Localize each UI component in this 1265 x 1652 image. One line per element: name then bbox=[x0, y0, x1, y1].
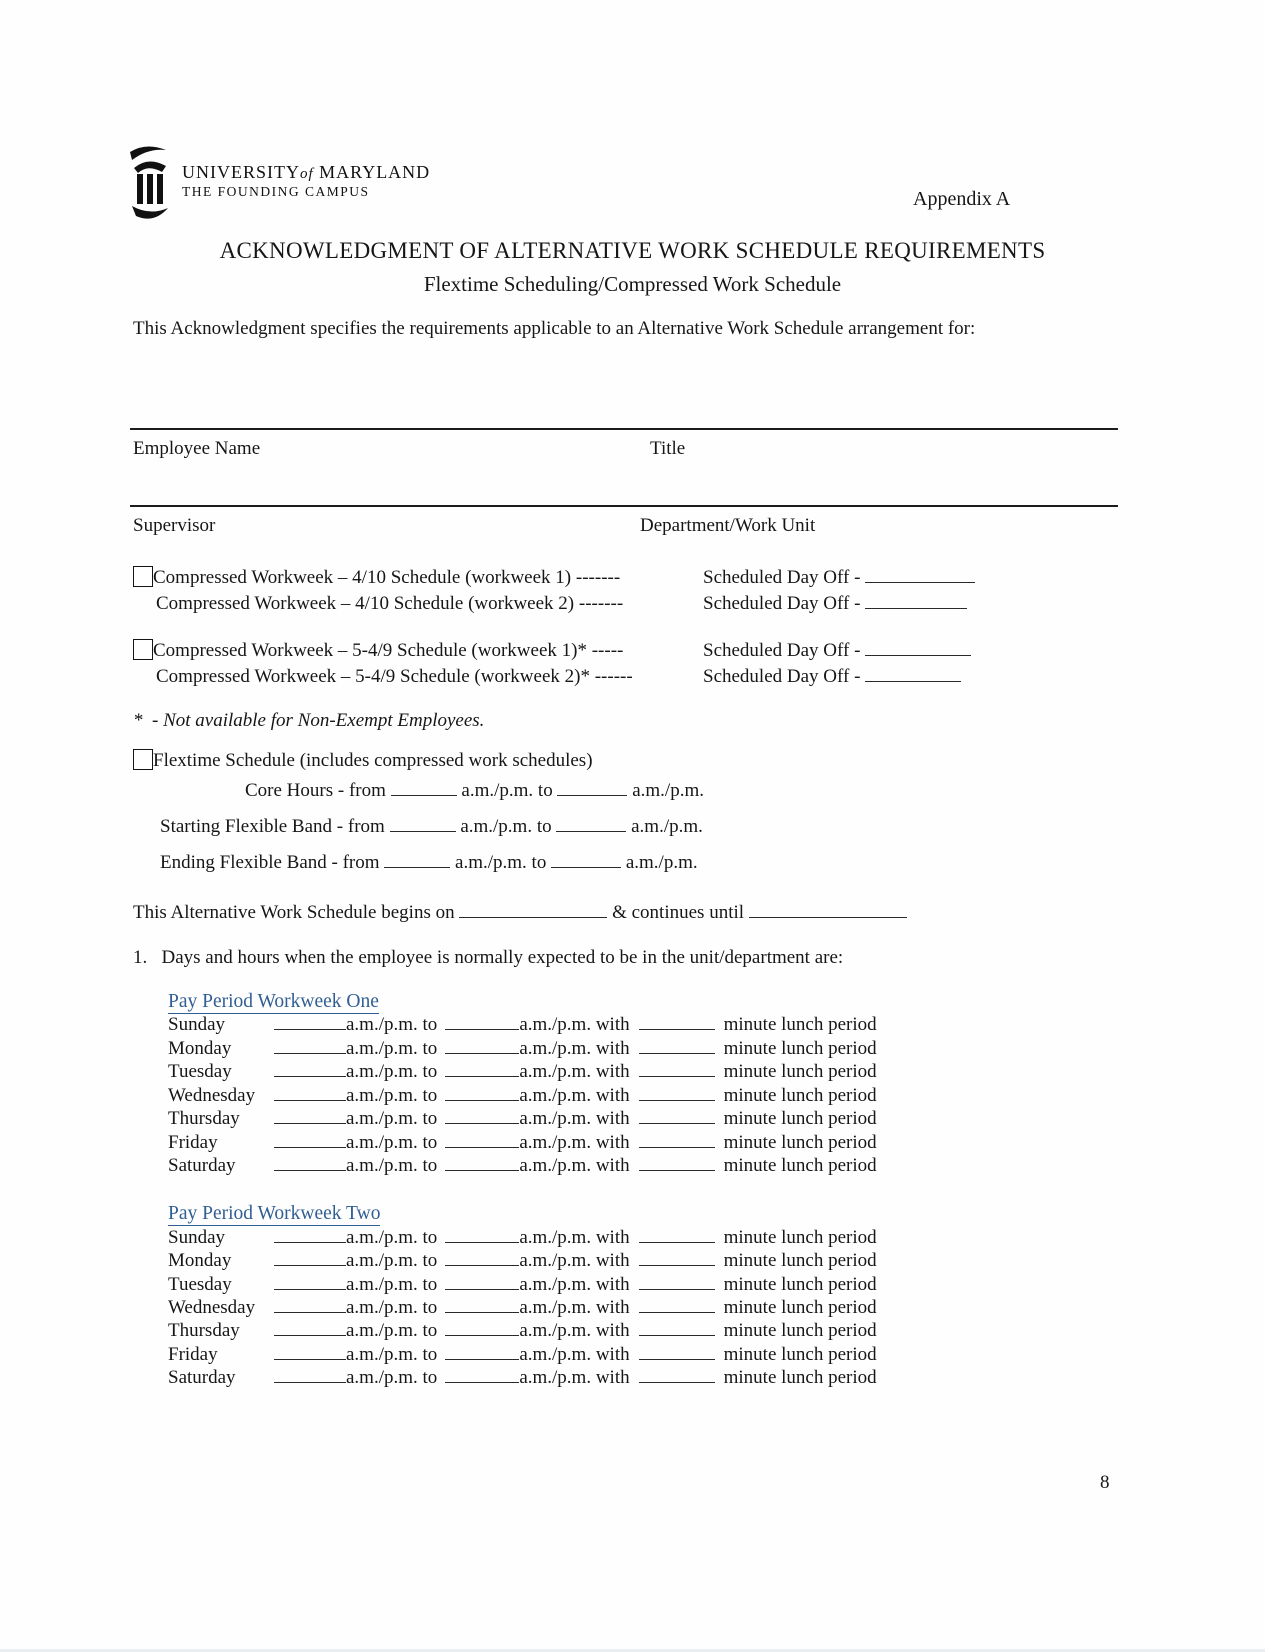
workweek-one-heading-wrap bbox=[168, 990, 379, 1014]
item-1-number: 1. bbox=[133, 947, 148, 968]
ampm-to-text: a.m./p.m. to bbox=[346, 1250, 438, 1271]
option-label: Compressed Workweek – 4/10 Schedule (workweek 2) ------- bbox=[156, 593, 624, 614]
workweek-two-heading: Pay Period Workweek Two bbox=[168, 1203, 381, 1224]
ampm-to-text: a.m./p.m. to bbox=[346, 1227, 438, 1248]
core-hours-label: Core Hours - from bbox=[245, 780, 386, 801]
time-from-blank[interactable] bbox=[274, 1085, 346, 1101]
day-label: Friday bbox=[168, 1132, 218, 1153]
day-label: Saturday bbox=[168, 1155, 236, 1176]
option-label: Compressed Workweek – 5-4/9 Schedule (workweek 2)* ------ bbox=[156, 666, 633, 687]
logo-line-1: UNIVERSITYof MARYLAND bbox=[182, 162, 431, 182]
schedule-day-row bbox=[168, 1250, 877, 1274]
schedule-day-row bbox=[168, 1085, 877, 1109]
day-label: Sunday bbox=[168, 1227, 225, 1248]
time-from-blank[interactable] bbox=[274, 1367, 346, 1383]
scheduled-day-off-blank[interactable] bbox=[865, 593, 967, 609]
lunch-blank[interactable] bbox=[639, 1155, 715, 1171]
footnote bbox=[133, 708, 484, 734]
day-label: Thursday bbox=[168, 1108, 240, 1129]
scheduled-day-off-blank[interactable] bbox=[865, 666, 961, 682]
ampm-to-text: a.m./p.m. to bbox=[346, 1108, 438, 1129]
document-title: ACKNOWLEDGMENT OF ALTERNATIVE WORK SCHEDULE REQUIREMENTS bbox=[219, 238, 1046, 263]
ampm-to-text: a.m./p.m. to bbox=[346, 1014, 438, 1035]
day-label: Tuesday bbox=[168, 1061, 232, 1082]
option-label: Compressed Workweek – 5-4/9 Schedule (workweek 1)* ----- bbox=[153, 640, 624, 661]
time-from-blank[interactable] bbox=[274, 1108, 346, 1124]
document-subtitle: Flextime Scheduling/Compressed Work Schedule bbox=[423, 272, 842, 296]
ampm-with-text: a.m./p.m. with bbox=[519, 1344, 630, 1365]
start-from-blank[interactable] bbox=[390, 816, 456, 832]
time-from-blank[interactable] bbox=[274, 1344, 346, 1360]
ampm-to-text: a.m./p.m. to bbox=[346, 1132, 438, 1153]
ampm-with-text: a.m./p.m. with bbox=[519, 1108, 630, 1129]
flextime-row bbox=[133, 748, 593, 774]
scheduled-day-off-label: Scheduled Day Off - bbox=[703, 593, 861, 614]
day-label: Sunday bbox=[168, 1014, 225, 1035]
ampm-with-text: a.m./p.m. with bbox=[519, 1227, 630, 1248]
employee-name-label: Employee Name bbox=[133, 438, 261, 459]
lunch-blank[interactable] bbox=[639, 1250, 715, 1266]
university-logo-text bbox=[182, 142, 430, 200]
scheduled-day-off-blank[interactable] bbox=[865, 567, 975, 583]
option-row-3 bbox=[133, 638, 1133, 664]
ampm-with-text: a.m./p.m. with bbox=[519, 1250, 630, 1271]
ampm-to-text: a.m./p.m. to bbox=[455, 852, 547, 873]
option-label: Compressed Workweek – 4/10 Schedule (workweek 1) ------- bbox=[153, 567, 621, 588]
continues-text: & continues until bbox=[612, 902, 745, 923]
lunch-blank[interactable] bbox=[639, 1061, 715, 1077]
schedule-day-row bbox=[168, 1061, 877, 1085]
schedule-day-row bbox=[168, 1274, 877, 1298]
scheduled-day-off-label: Scheduled Day Off - bbox=[703, 666, 861, 687]
time-to-blank[interactable] bbox=[445, 1038, 519, 1054]
time-from-blank[interactable] bbox=[274, 1297, 346, 1313]
scheduled-day-off-blank[interactable] bbox=[865, 640, 971, 656]
lunch-blank[interactable] bbox=[639, 1320, 715, 1336]
ampm-with-text: a.m./p.m. with bbox=[519, 1320, 630, 1341]
start-to-blank[interactable] bbox=[556, 816, 626, 832]
scheduled-day-off-label: Scheduled Day Off - bbox=[703, 567, 861, 588]
core-to-blank[interactable] bbox=[557, 780, 627, 796]
ampm-text: a.m./p.m. bbox=[632, 780, 704, 801]
time-to-blank[interactable] bbox=[445, 1014, 519, 1030]
core-from-blank[interactable] bbox=[391, 780, 457, 796]
starting-band-row bbox=[160, 814, 703, 840]
schedule-day-row bbox=[168, 1227, 877, 1251]
ampm-to-text: a.m./p.m. to bbox=[346, 1274, 438, 1295]
time-to-blank[interactable] bbox=[445, 1367, 519, 1383]
lunch-period-text: minute lunch period bbox=[723, 1155, 877, 1176]
ampm-with-text: a.m./p.m. with bbox=[519, 1367, 630, 1388]
time-from-blank[interactable] bbox=[274, 1014, 346, 1030]
ending-band-label: Ending Flexible Band - from bbox=[160, 852, 380, 873]
lunch-period-text: minute lunch period bbox=[723, 1297, 877, 1318]
flextime-checkbox[interactable] bbox=[133, 749, 153, 770]
logo-line-2: THE FOUNDING CAMPUS bbox=[182, 184, 370, 199]
time-from-blank[interactable] bbox=[274, 1250, 346, 1266]
schedule-day-row bbox=[168, 1155, 877, 1179]
time-from-blank[interactable] bbox=[274, 1320, 346, 1336]
ampm-to-text: a.m./p.m. to bbox=[346, 1320, 438, 1341]
time-from-blank[interactable] bbox=[274, 1227, 346, 1243]
ampm-to-text: a.m./p.m. to bbox=[346, 1344, 438, 1365]
ampm-with-text: a.m./p.m. with bbox=[519, 1038, 630, 1059]
lunch-period-text: minute lunch period bbox=[723, 1061, 877, 1082]
ampm-with-text: a.m./p.m. with bbox=[519, 1132, 630, 1153]
time-to-blank[interactable] bbox=[445, 1061, 519, 1077]
schedule-day-row bbox=[168, 1367, 877, 1391]
intro-paragraph: This Acknowledgment specifies the requirements applicable to an Alternative Work Schedule arrangement for: bbox=[133, 318, 976, 339]
begins-line bbox=[133, 900, 907, 926]
time-to-blank[interactable] bbox=[445, 1250, 519, 1266]
lunch-period-text: minute lunch period bbox=[723, 1367, 877, 1388]
ampm-with-text: a.m./p.m. with bbox=[519, 1297, 630, 1318]
lunch-period-text: minute lunch period bbox=[723, 1108, 877, 1129]
workweek-two-heading-wrap bbox=[168, 1202, 380, 1226]
day-label: Monday bbox=[168, 1250, 232, 1271]
lunch-blank[interactable] bbox=[639, 1274, 715, 1290]
option-row-4 bbox=[156, 664, 1156, 690]
ampm-with-text: a.m./p.m. with bbox=[519, 1155, 630, 1176]
lunch-blank[interactable] bbox=[639, 1085, 715, 1101]
day-label: Saturday bbox=[168, 1367, 236, 1388]
footnote-text: - Not available for Non-Exempt Employees. bbox=[152, 710, 485, 731]
ampm-to-text: a.m./p.m. to bbox=[461, 780, 553, 801]
begins-date-blank[interactable] bbox=[459, 902, 607, 918]
compressed-5-4-9-checkbox[interactable] bbox=[133, 639, 153, 660]
lunch-period-text: minute lunch period bbox=[723, 1344, 877, 1365]
lunch-period-text: minute lunch period bbox=[723, 1227, 877, 1248]
time-from-blank[interactable] bbox=[274, 1038, 346, 1054]
ampm-with-text: a.m./p.m. with bbox=[519, 1061, 630, 1082]
core-hours-row bbox=[245, 778, 704, 804]
lunch-period-text: minute lunch period bbox=[723, 1038, 877, 1059]
ampm-to-text: a.m./p.m. to bbox=[346, 1367, 438, 1388]
supervisor-label: Supervisor bbox=[133, 515, 216, 536]
title-label: Title bbox=[650, 438, 686, 459]
lunch-period-text: minute lunch period bbox=[723, 1320, 877, 1341]
ampm-text: a.m./p.m. bbox=[631, 816, 703, 837]
ampm-to-text: a.m./p.m. to bbox=[346, 1061, 438, 1082]
signature-rule-1 bbox=[130, 428, 1118, 430]
end-from-blank[interactable] bbox=[384, 852, 450, 868]
ending-band-row bbox=[160, 850, 698, 876]
lunch-period-text: minute lunch period bbox=[723, 1274, 877, 1295]
continues-date-blank[interactable] bbox=[749, 902, 907, 918]
lunch-period-text: minute lunch period bbox=[723, 1014, 877, 1035]
lunch-period-text: minute lunch period bbox=[723, 1250, 877, 1271]
workweek-one-heading: Pay Period Workweek One bbox=[168, 991, 379, 1012]
lunch-blank[interactable] bbox=[639, 1132, 715, 1148]
ampm-text: a.m./p.m. bbox=[625, 852, 698, 873]
schedule-day-row bbox=[168, 1297, 877, 1321]
ampm-to-text: a.m./p.m. to bbox=[346, 1038, 438, 1059]
ampm-with-text: a.m./p.m. with bbox=[519, 1274, 630, 1295]
end-to-blank[interactable] bbox=[551, 852, 621, 868]
appendix-label: Appendix A bbox=[913, 188, 1011, 210]
ampm-to-text: a.m./p.m. to bbox=[346, 1297, 438, 1318]
university-logo bbox=[126, 142, 430, 224]
lunch-blank[interactable] bbox=[639, 1297, 715, 1313]
schedule-day-row bbox=[168, 1344, 877, 1368]
day-label: Wednesday bbox=[168, 1297, 256, 1318]
time-to-blank[interactable] bbox=[445, 1227, 519, 1243]
lunch-period-text: minute lunch period bbox=[723, 1132, 877, 1153]
lunch-blank[interactable] bbox=[639, 1038, 715, 1054]
time-to-blank[interactable] bbox=[445, 1108, 519, 1124]
time-to-blank[interactable] bbox=[445, 1085, 519, 1101]
ampm-to-text: a.m./p.m. to bbox=[460, 816, 552, 837]
ampm-to-text: a.m./p.m. to bbox=[346, 1155, 438, 1176]
time-to-blank[interactable] bbox=[445, 1320, 519, 1336]
day-label: Friday bbox=[168, 1344, 218, 1365]
time-to-blank[interactable] bbox=[445, 1344, 519, 1360]
time-to-blank[interactable] bbox=[445, 1155, 519, 1171]
signature-rule-2 bbox=[130, 505, 1118, 507]
schedule-day-row bbox=[168, 1132, 877, 1156]
item-1 bbox=[133, 945, 843, 971]
lunch-period-text: minute lunch period bbox=[723, 1085, 877, 1106]
ampm-to-text: a.m./p.m. to bbox=[346, 1085, 438, 1106]
time-from-blank[interactable] bbox=[274, 1061, 346, 1077]
compressed-4-10-checkbox[interactable] bbox=[133, 566, 153, 587]
lunch-blank[interactable] bbox=[639, 1227, 715, 1243]
option-row-2 bbox=[156, 591, 1156, 617]
schedule-day-row bbox=[168, 1320, 877, 1344]
option-row-1 bbox=[133, 565, 1133, 591]
day-label: Monday bbox=[168, 1038, 232, 1059]
department-label: Department/Work Unit bbox=[640, 515, 816, 536]
starting-band-label: Starting Flexible Band - from bbox=[160, 816, 385, 837]
footnote-star: * bbox=[133, 710, 143, 731]
time-to-blank[interactable] bbox=[445, 1132, 519, 1148]
lunch-blank[interactable] bbox=[639, 1014, 715, 1030]
time-from-blank[interactable] bbox=[274, 1132, 346, 1148]
item-1-text: Days and hours when the employee is normally expected to be in the unit/department are: bbox=[161, 947, 844, 968]
time-from-blank[interactable] bbox=[274, 1274, 346, 1290]
page-number: 8 bbox=[1100, 1472, 1110, 1493]
time-to-blank[interactable] bbox=[445, 1297, 519, 1313]
university-column-icon bbox=[126, 142, 172, 224]
time-from-blank[interactable] bbox=[274, 1155, 346, 1171]
lunch-blank[interactable] bbox=[639, 1108, 715, 1124]
day-label: Thursday bbox=[168, 1320, 240, 1341]
schedule-day-row bbox=[168, 1108, 877, 1132]
lunch-blank[interactable] bbox=[639, 1367, 715, 1383]
begins-text: This Alternative Work Schedule begins on bbox=[133, 902, 455, 923]
scheduled-day-off-label: Scheduled Day Off - bbox=[703, 640, 861, 661]
schedule-day-row bbox=[168, 1038, 877, 1062]
day-label: Tuesday bbox=[168, 1274, 232, 1295]
ampm-with-text: a.m./p.m. with bbox=[519, 1014, 630, 1035]
lunch-blank[interactable] bbox=[639, 1344, 715, 1360]
flextime-label: Flextime Schedule (includes compressed work schedules) bbox=[153, 750, 593, 771]
day-label: Wednesday bbox=[168, 1085, 256, 1106]
schedule-day-row bbox=[168, 1014, 877, 1038]
time-to-blank[interactable] bbox=[445, 1274, 519, 1290]
ampm-with-text: a.m./p.m. with bbox=[519, 1085, 630, 1106]
